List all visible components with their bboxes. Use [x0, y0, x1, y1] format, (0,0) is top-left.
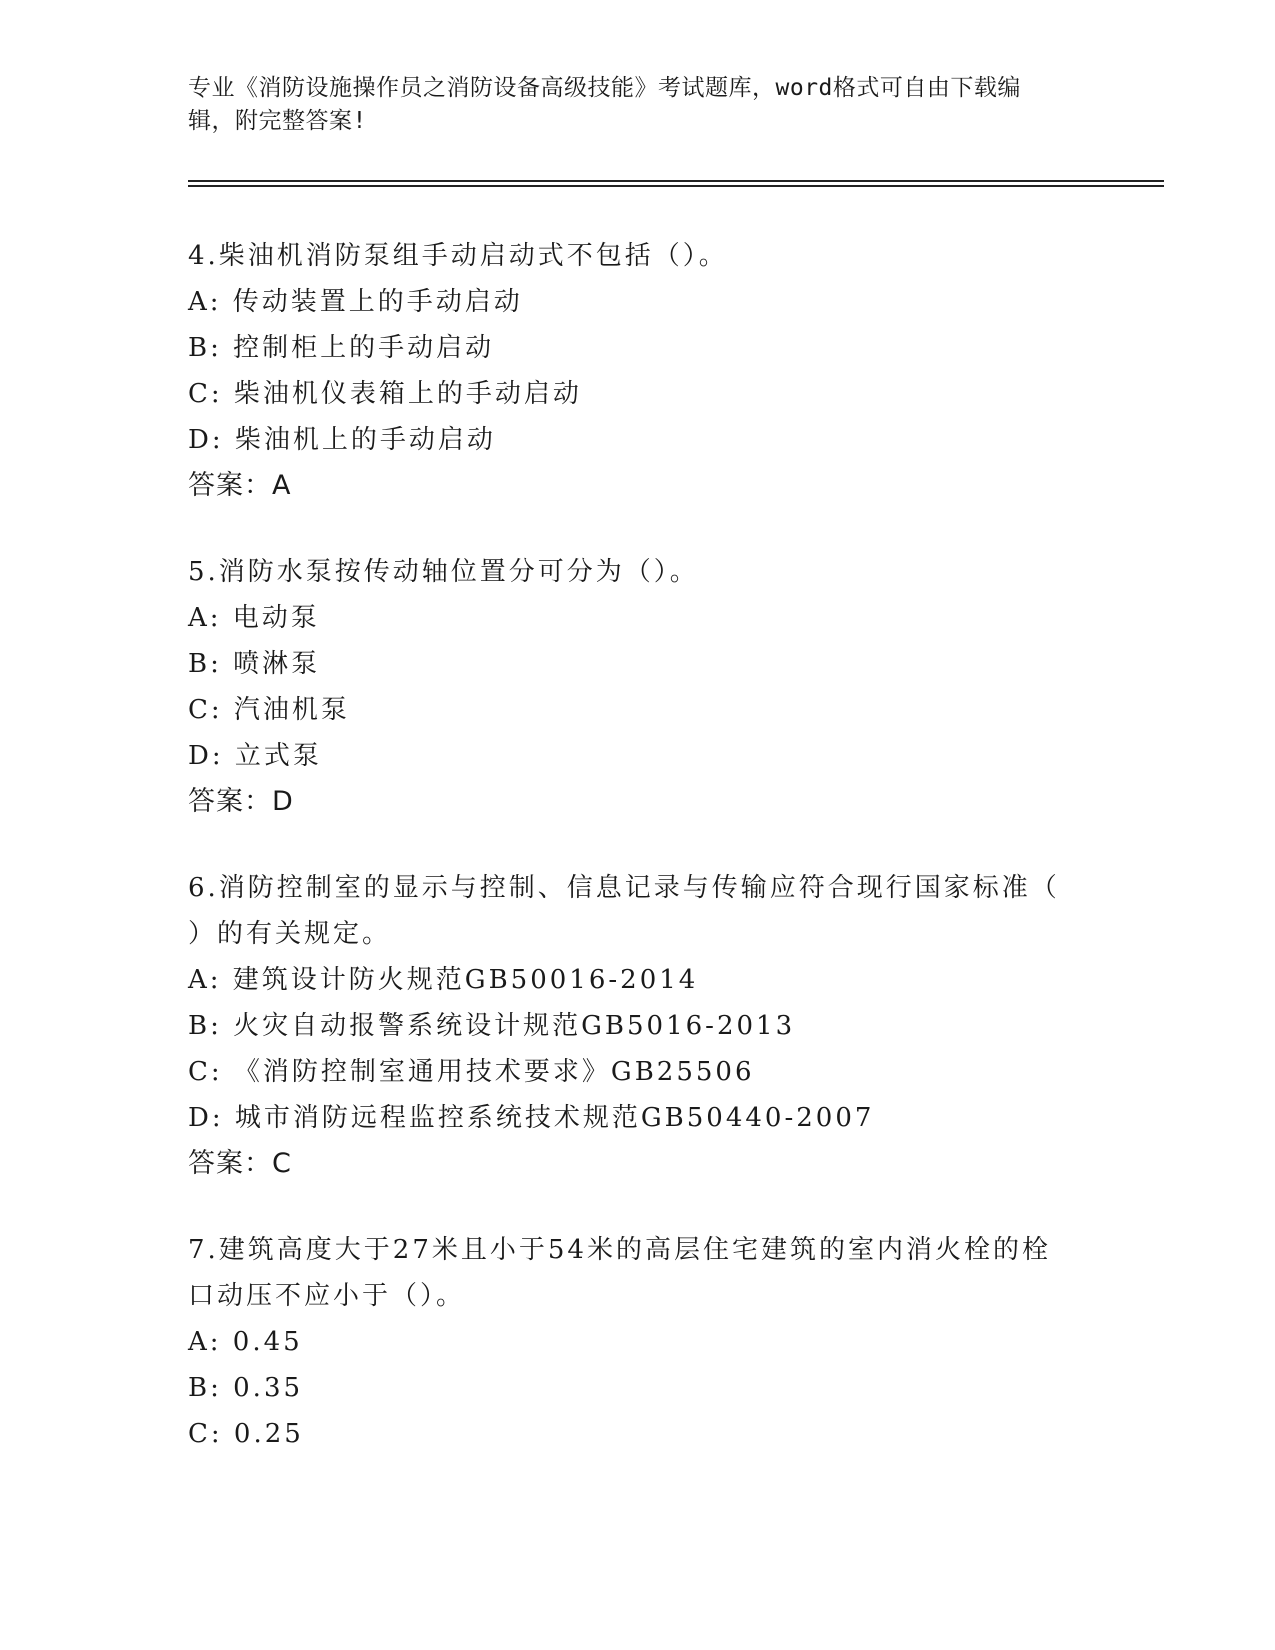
question-stem: 6.消防控制室的显示与控制、信息记录与传输应符合现行国家标准（ [188, 873, 1060, 903]
document-header [188, 72, 1078, 138]
question-list [188, 233, 1088, 1497]
option-a: A: 传动装置上的手动启动 [188, 287, 523, 317]
option-c: C: 柴油机仪表箱上的手动启动 [188, 379, 582, 409]
option-a: A: 建筑设计防火规范GB50016-2014 [188, 965, 699, 995]
question-stem-cont: ）的有关规定。 [188, 919, 392, 949]
header-divider-bottom [188, 185, 1164, 187]
option-a: A: 0.45 [188, 1327, 303, 1357]
question-7 [188, 1227, 1088, 1457]
header-line-1: 专业《消防设施操作员之消防设备高级技能》考试题库，word格式可自由下载编 [188, 75, 1021, 101]
question-stem: 7.建筑高度大于27米且小于54米的高层住宅建筑的室内消火栓的栓 [188, 1235, 1051, 1265]
question-stem: 5.消防水泵按传动轴位置分可分为（）。 [188, 557, 699, 587]
option-a: A: 电动泵 [188, 603, 320, 633]
option-d: D: 立式泵 [188, 741, 322, 771]
option-b: B: 控制柜上的手动启动 [188, 333, 495, 363]
header-line-2: 辑，附完整答案! [188, 108, 367, 134]
option-c: C: 《消防控制室通用技术要求》GB25506 [188, 1057, 755, 1087]
question-stem: 4.柴油机消防泵组手动启动式不包括（）。 [188, 241, 728, 271]
question-6 [188, 865, 1088, 1187]
option-b: B: 火灾自动报警系统设计规范GB5016-2013 [188, 1011, 796, 1041]
option-d: D: 城市消防远程监控系统技术规范GB50440-2007 [188, 1103, 875, 1133]
option-b: B: 0.35 [188, 1373, 304, 1403]
option-d: D: 柴油机上的手动启动 [188, 425, 496, 455]
option-b: B: 喷淋泵 [188, 649, 321, 679]
question-4 [188, 233, 1088, 509]
header-divider-top [188, 180, 1164, 182]
option-c: C: 0.25 [188, 1419, 304, 1449]
question-stem-cont: 口动压不应小于（）。 [188, 1281, 466, 1311]
question-5 [188, 549, 1088, 825]
option-c: C: 汽油机泵 [188, 695, 350, 725]
answer-line: 答案：C [188, 1148, 292, 1179]
answer-line: 答案：A [188, 470, 292, 501]
answer-line: 答案：D [188, 786, 294, 817]
